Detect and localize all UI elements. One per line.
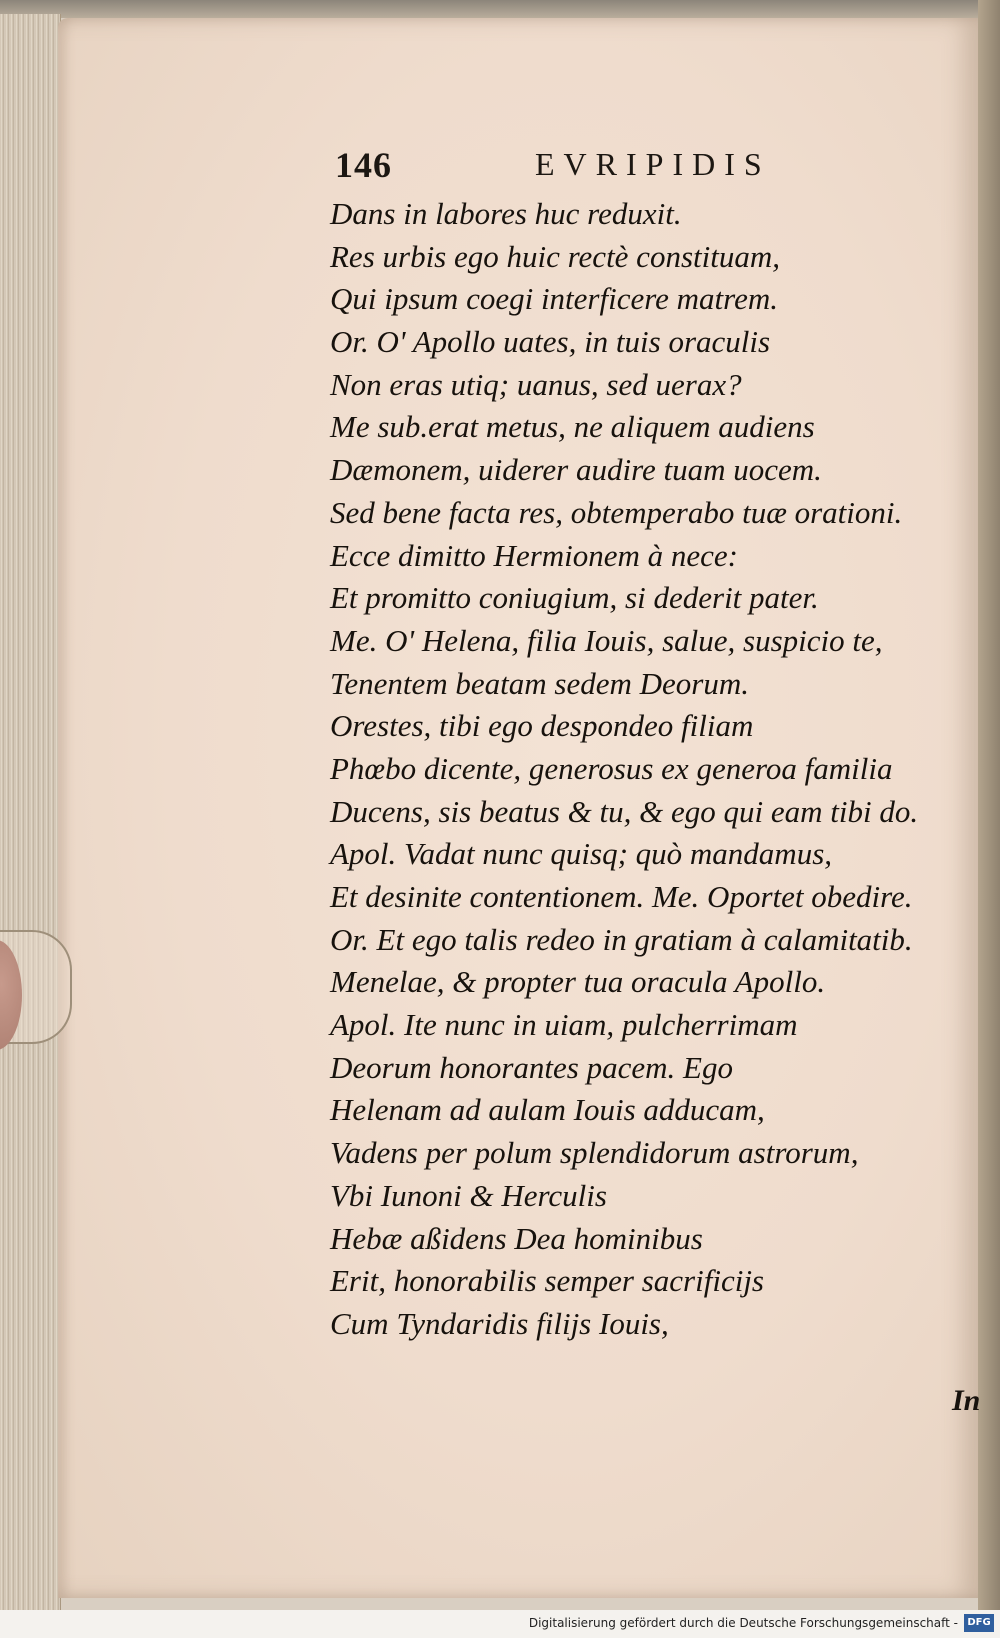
text-line: Ducens, sis beatus & tu, & ego qui eam tibi do. <box>330 793 919 829</box>
text-line: Et desinite contentionem. Me. Oportet obedire. <box>330 879 913 914</box>
text-line: Me sub.erat metus, ne aliquem audiens <box>330 409 815 445</box>
text-line: Cum Tyndaridis filijs Iouis, <box>330 1305 669 1341</box>
text-line: Erit, honorabilis semper sacrificijs <box>330 1263 764 1299</box>
text-line: Orestes, tibi ego despondeo filiam <box>330 708 754 744</box>
text-line: Dans in labores huc reduxit. <box>330 196 682 231</box>
text-line: Me. O' Helena, filia Iouis, salue, suspicio te, <box>330 622 883 658</box>
text-line: Apol. Ite nunc in uiam, pulcherrimam <box>330 1007 798 1043</box>
page-number: 146 <box>335 145 392 185</box>
text-line: Tenentem beatam sedem Deorum. <box>330 665 749 701</box>
text-line: Qui ipsum coegi interficere matrem. <box>330 281 778 317</box>
text-line: Or. Et ego talis redeo in gratiam à calamitatib. <box>330 921 913 957</box>
text-line: Menelae, & propter tua oracula Apollo. <box>330 964 826 1000</box>
digitization-footer <box>0 1610 1000 1638</box>
book-cover-top <box>0 0 1000 18</box>
running-title: EVRIPIDIS <box>535 146 771 182</box>
dfg-logo: DFG <box>964 1614 994 1632</box>
funding-credit: Digitalisierung gefördert durch die Deutsche Forschungsgemeinschaft - <box>528 1616 958 1630</box>
text-line: Et promitto coniugium, si dederit pater. <box>330 580 819 616</box>
text-line: Res urbis ego huic rectè constituam, <box>330 238 780 274</box>
text-line: Phœbo dicente, generosus ex generoa familia <box>330 750 893 786</box>
text-line: Or. O' Apollo uates, in tuis oraculis <box>330 324 771 360</box>
page-stack-edge <box>0 14 61 1610</box>
text-line: Ecce dimitto Hermionem à nece: <box>330 537 739 573</box>
book-gutter <box>978 0 1000 1610</box>
text-line: Non eras utiq; uanus, sed uerax? <box>330 366 742 402</box>
text-line: Sed bene facta res, obtemperabo tuæ orationi. <box>330 494 903 530</box>
text-line: Hebæ aßidens Dea hominibus <box>330 1220 703 1256</box>
catchword: In <box>952 1384 981 1417</box>
text-line: Deorum honorantes pacem. Ego <box>330 1049 733 1085</box>
text-line: Dæmonem, uiderer audire tuam uocem. <box>330 452 822 488</box>
text-line: Helenam ad aulam Iouis adducam, <box>330 1092 765 1128</box>
text-line: Apol. Vadat nunc quisq; quò mandamus, <box>330 836 833 872</box>
verse-text <box>330 193 970 1346</box>
text-line: Vadens per polum splendidorum astrorum, <box>330 1135 859 1171</box>
text-line: Vbi Iunoni & Herculis <box>330 1177 607 1213</box>
page-header <box>335 140 855 190</box>
